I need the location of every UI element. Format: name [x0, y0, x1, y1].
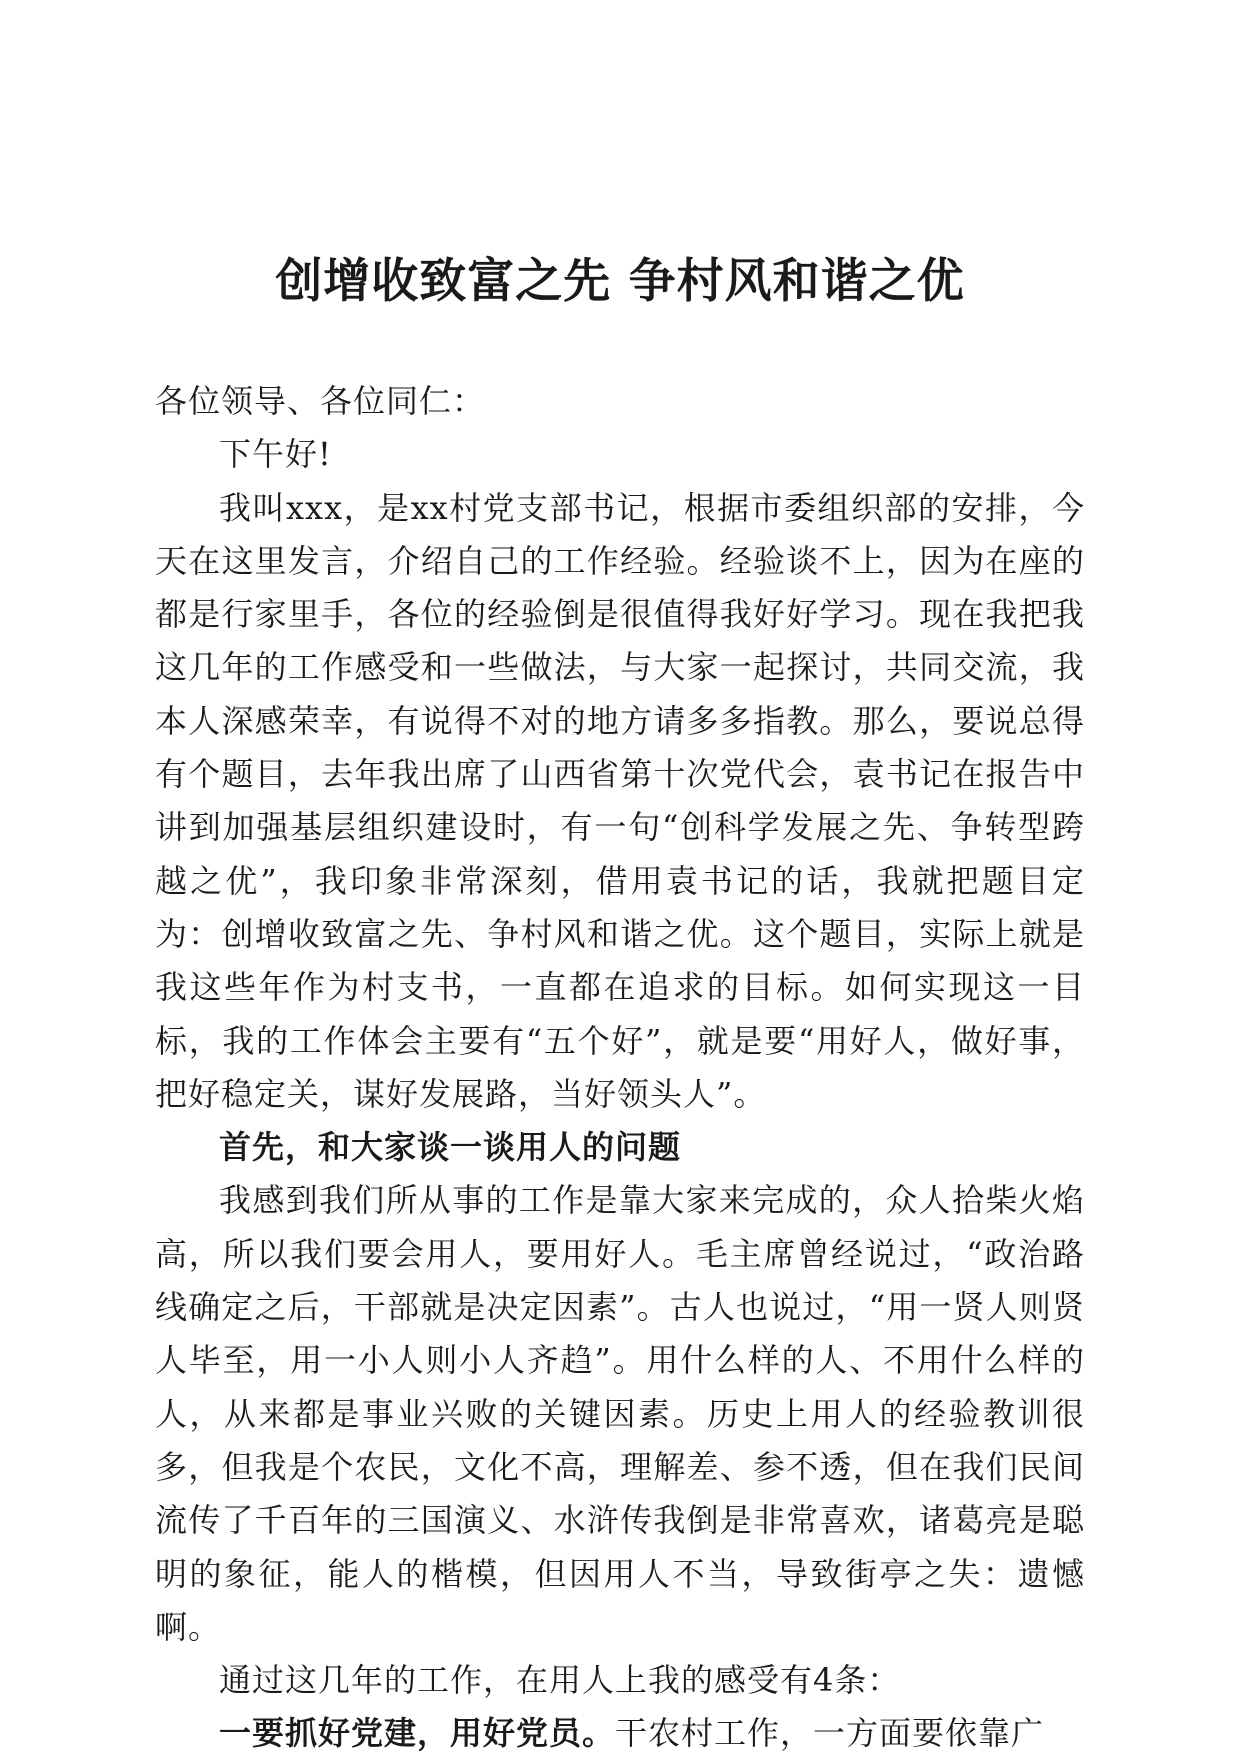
paragraph-employing-people: 我感到我们所从事的工作是靠大家来完成的，众人拾柴火焰高，所以我们要会用人，要用好人。毛主席曾经说过，“政治路线确定之后，干部就是决定因素”。古人也说过，“用一贤人则贤人毕至，用一小人则小人齐趋”。用什么样的人、不用什么样的人，从来都是事业兴败的关键因素。历史上用人的经验教训很多，但我是个农民，文化不高，理解差、参不透，但在我们民间流传了千百年的三国演义、水浒传我倒是非常喜欢，诸葛亮是聪明的象征，能人的楷模，但因用人不当，导致街亭之失：遗憾啊。: [155, 1181, 1085, 1646]
salutation: 各位领导、各位同仁：: [155, 382, 486, 420]
document-title: 创增收致富之先 争村风和谐之优: [275, 254, 965, 309]
greeting: 下午好!: [219, 435, 332, 474]
point-one-lead: 一要抓好党建，用好党员。: [219, 1714, 616, 1753]
section-heading: 首先，和大家谈一谈用人的问题: [219, 1128, 682, 1167]
paragraph-intro: 我叫xxx，是xx村党支部书记，根据市委组织部的安排，今天在这里发言，介绍自己的工作经验。经验谈不上，因为在座的都是行家里手，各位的经验倒是很值得我好好学习。现在我把我这几年的工作感受和一些做法，与大家一起探讨，共同交流，我本人深感荣幸，有说得不对的地方请多多指教。那么，要说总得有个题目，去年我出席了山西省第十次党代会，袁书记在报告中讲到加强基层组织建设时，有一句“创科学发展之先、争转型跨越之优”，我印象非常深刻，借用袁书记的话，我就把题目定为：创增收致富之先、争村风和谐之优。这个题目，实际上就是我这些年作为村支书，一直都在追求的目标。如何实现这一目标，我的工作体会主要有“五个好”，就是要“用好人，做好事，把好稳定关，谋好发展路，当好领头人”。: [155, 488, 1085, 1113]
paragraph-point-one: [155, 1707, 1085, 1760]
point-one-text: 干农村工作，一方面要依靠广: [615, 1714, 1045, 1753]
paragraph-four-points: 通过这几年的工作，在用人上我的感受有4条：: [219, 1661, 901, 1700]
document-body: [155, 375, 1085, 1761]
